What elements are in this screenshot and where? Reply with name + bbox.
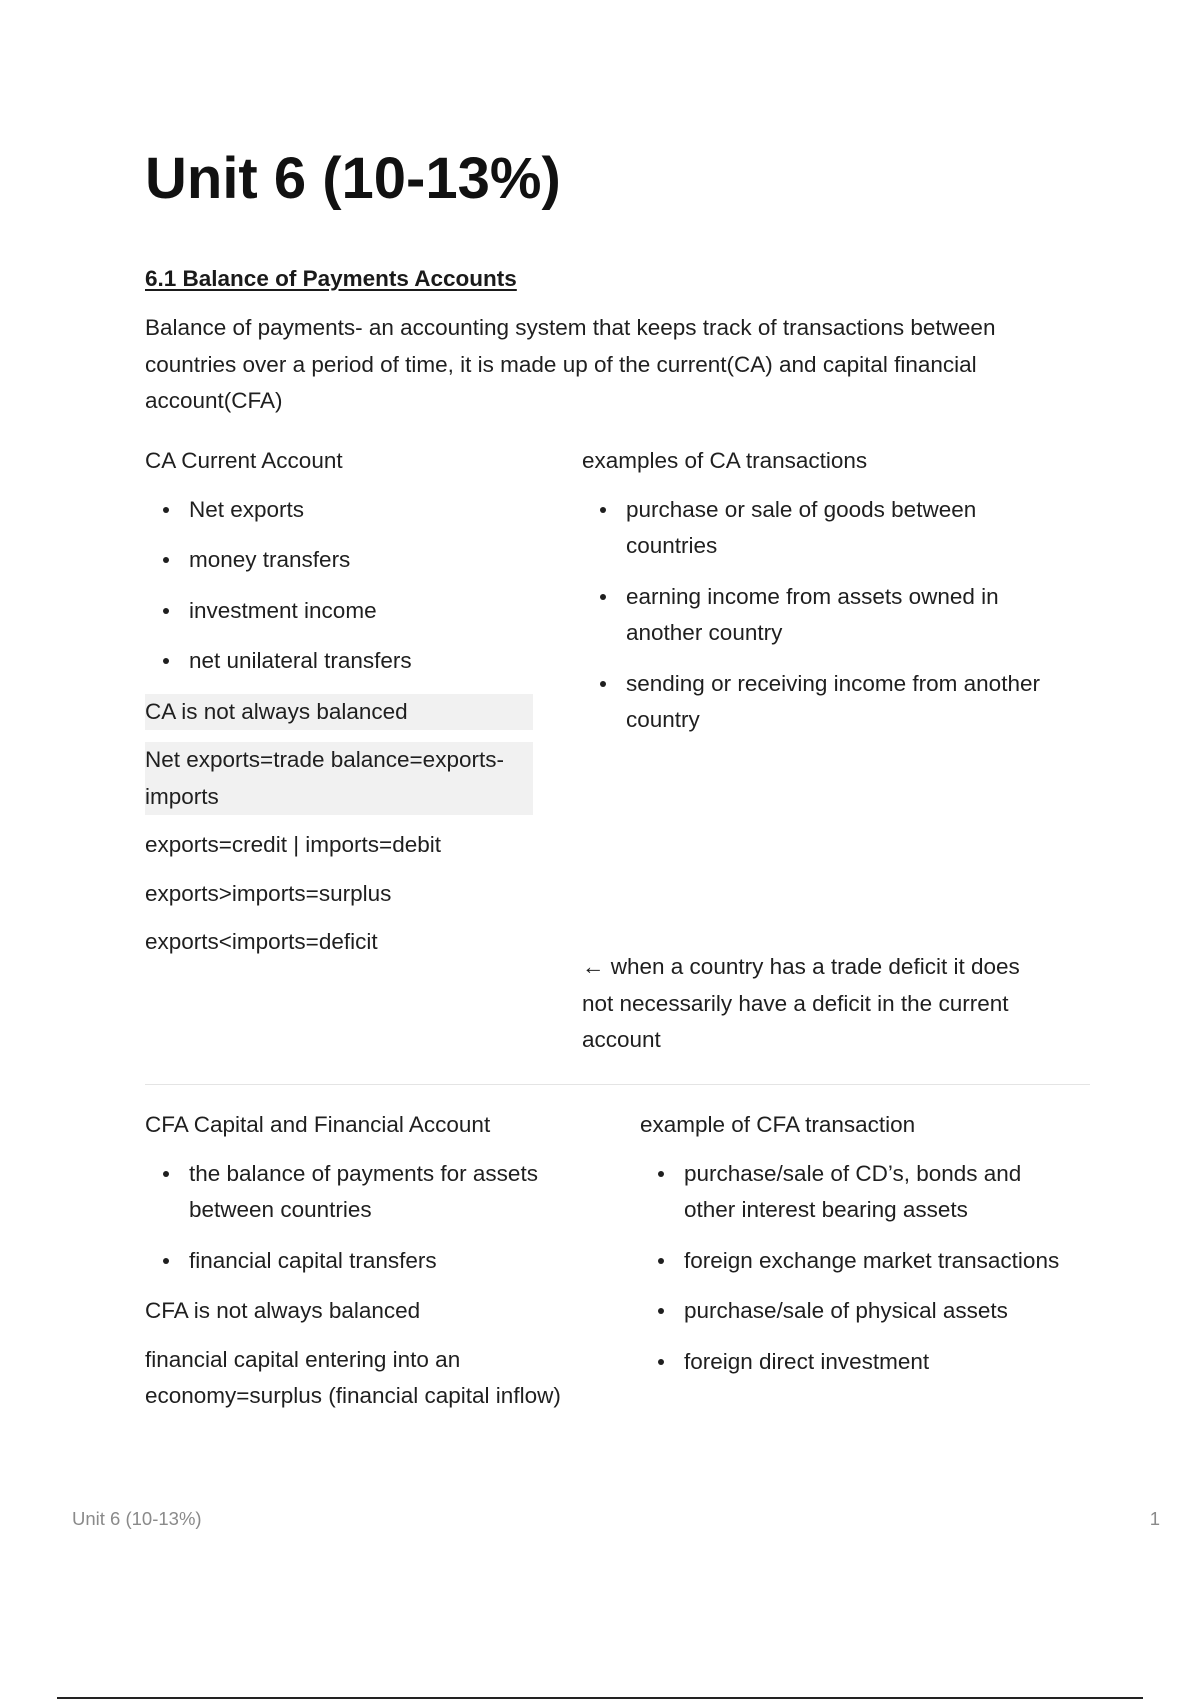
cfa-list [145, 1156, 605, 1280]
intro-paragraph: Balance of payments- an accounting system that keeps track of transactions between countries over a period of time, it is made up of the current(CA) and capital financial account(CFA) [145, 315, 996, 413]
ca-examples-label: examples of CA transactions [582, 448, 868, 473]
list-item: financial capital transfers [145, 1243, 605, 1280]
cfa-examples-label: example of CFA transaction [640, 1112, 916, 1137]
ca-examples-list [582, 492, 1092, 739]
list-item: Net exports [145, 492, 533, 529]
surplus-note: exports>imports=surplus [145, 880, 392, 906]
ca-list [145, 492, 533, 680]
list-item: investment income [145, 593, 533, 630]
page-title: Unit 6 (10-13%) [145, 146, 561, 211]
cfa-label: CFA Capital and Financial Account [145, 1112, 491, 1137]
ca-label: CA Current Account [145, 448, 343, 473]
section-divider [145, 1084, 1090, 1085]
list-item: purchase/sale of CD’s, bonds and other interest bearing assets [640, 1156, 1064, 1229]
net-exports-callout: Net exports=trade balance=exports-imports [145, 742, 533, 815]
cfa-examples-list [640, 1156, 1100, 1381]
list-item: earning income from assets owned in another country [582, 579, 1026, 652]
cfa-balance-note: CFA is not always balanced [145, 1298, 421, 1323]
credit-debit-note: exports=credit | imports=debit [145, 832, 441, 857]
list-item: sending or receiving income from another country [582, 666, 1046, 739]
list-item: money transfers [145, 542, 533, 579]
ca-balance-callout: CA is not always balanced [145, 694, 533, 731]
list-item: foreign direct investment [640, 1344, 1100, 1381]
trade-deficit-note: ← when a country has a trade deficit it does not necessarily have a deficit in the current account [582, 954, 1020, 1052]
section-heading: 6.1 Balance of Payments Accounts [145, 266, 517, 291]
list-item: net unilateral transfers [145, 643, 533, 680]
cfa-examples-column [640, 1107, 1100, 1394]
ca-column [145, 443, 533, 973]
capital-inflow-note: financial capital entering into an economy=surplus (financial capital inflow) [145, 1346, 561, 1408]
deficit-note: exports<imports=deficit [145, 929, 378, 954]
list-item: foreign exchange market transactions [640, 1243, 1100, 1280]
page-bottom-rule [57, 1697, 1143, 1699]
list-item: purchase or sale of goods between countries [582, 492, 1026, 565]
list-item: purchase/sale of physical assets [640, 1293, 1100, 1330]
list-item: the balance of payments for assets between countries [145, 1156, 569, 1229]
footer-title: Unit 6 (10-13%) [72, 1508, 202, 1529]
ca-examples-column [582, 443, 1092, 753]
cfa-column [145, 1107, 605, 1427]
page-number: 1 [1149, 1508, 1160, 1529]
